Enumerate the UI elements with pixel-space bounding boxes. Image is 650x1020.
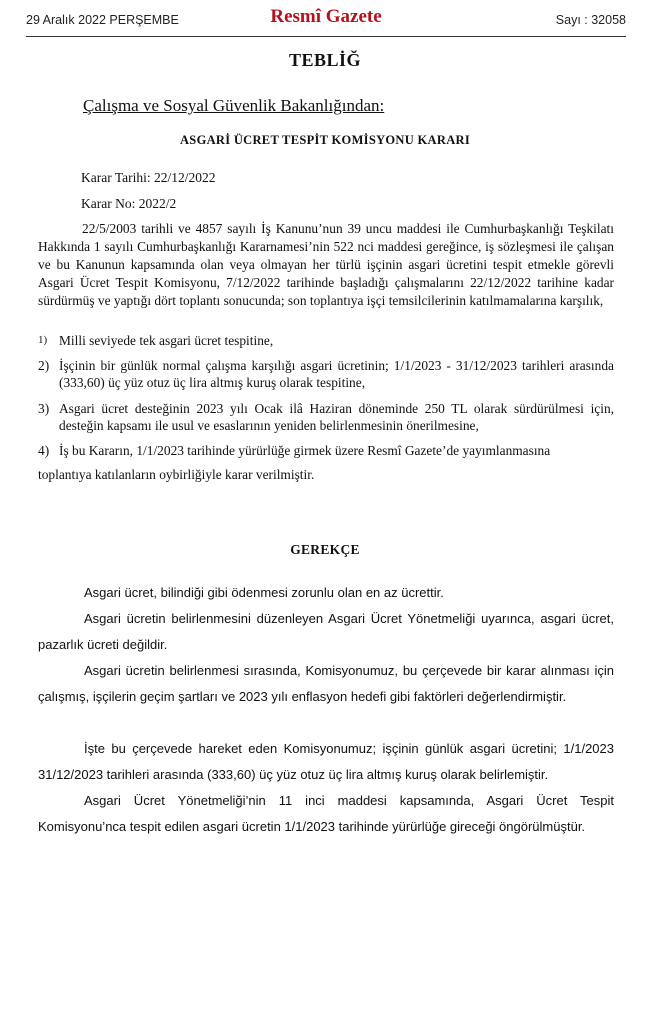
list-item-number: 2) [38, 358, 50, 373]
issue-number: Sayı : 32058 [555, 13, 626, 27]
gerekce-paragraph: Asgari ücretin belirlenmesini düzenleyen Asgari Ücret Yönetmeliği uyarınca, asgari ücret, pazarlık ücreti değildir. [38, 611, 614, 652]
ministry-heading: Çalışma ve Sosyal Güvenlik Bakanlığından: [83, 96, 385, 115]
document-type-title: TEBLİĞ [288, 50, 362, 70]
list-item-number: 4) [38, 443, 50, 458]
list-item [38, 332, 614, 349]
list-item-text: İş bu Kararın, 1/1/2023 tarihinde yürürlüğe girmek üzere Resmî Gazete’de yayımlanmasına [59, 443, 551, 458]
gerekce-paragraph: Asgari ücretin belirlenmesi sırasında, Komisyonumuz, bu çerçevede bir karar alınması için çalışmış, işçilerin geçim şartları ve 2023 yılı enflasyon hedefi gibi faktörleri değerlendirmiştir. [38, 663, 614, 704]
list-item-text: İşçinin bir günlük normal çalışma karşılığı asgari ücretinin; 1/1/2023 - 31/12/2023 tarihleri arasında (333,60) üç yüz otuz üç lira altmış kuruş olarak tespitine, [59, 358, 614, 390]
gerekce-paragraph: İşte bu çerçevede hareket eden Komisyonumuz; işçinin günlük asgari ücretini; 1/1/2023 31/12/2023 tarihleri arasında (333,60) üç yüz otuz üç lira altmış kuruş olarak belirlemiştir. [38, 741, 614, 782]
list-item-number: 1) [38, 334, 48, 346]
decision-date: Karar Tarihi: 22/12/2022 [81, 170, 216, 185]
masthead: Resmî Gazete [270, 6, 382, 27]
list-item [38, 442, 614, 459]
gerekce-paragraph: Asgari ücret, bilindiği gibi ödenmesi zorunlu olan en az ücrettir. [84, 585, 444, 600]
gerekce-paragraph: Asgari Ücret Yönetmeliği’nin 11 inci maddesi kapsamında, Asgari Ücret Tespit Komisyonu’nca tespit edilen asgari ücretin 1/1/2023 tarihinde yürürlüğe gireceği öngörülmüştür. [38, 793, 614, 834]
list-item-text: Milli seviyede tek asgari ücret tespitine, [59, 333, 274, 348]
list-item [38, 400, 614, 434]
list-item-number: 3) [38, 401, 50, 416]
page-header [26, 6, 626, 37]
list-item [38, 357, 614, 391]
decision-number: Karar No: 2022/2 [81, 196, 177, 211]
intro-paragraph: 22/5/2003 tarihli ve 4857 sayılı İş Kanunu’nun 39 uncu maddesi ile Cumhurbaşkanlığı Teşkilatı Hakkında 1 sayılı Cumhurbaşkanlığı Kararnamesi’nin 522 nci maddesi gereğince, iş sözleşmesi ile çalışan ve bu Kanunun kapsamında olan veya olmayan her türlü işçinin asgari ücretini tespit etmekle görevli Asgari Ücret Tespit Komisyonu, 7/12/2022 tarihinde başladığı çalışmalarını 22/12/2022 tarihine kadar sürdürmüş ve yaptığı dört toplantı sonucunda; son toplantıya işçi temsilcilerinin katılmamalarına karşılık, [38, 221, 614, 308]
header-date: 29 Aralık 2022 PERŞEMBE [26, 13, 179, 27]
list-item-text: Asgari ücret desteğinin 2023 yılı Ocak ilâ Haziran döneminde 250 TL olarak sürdürülmesi için, desteğin kapsamı ile usul ve esaslarının yeniden belirlenmesinin önerilmesine, [59, 401, 614, 433]
gerekce-title: GEREKÇE [290, 542, 360, 557]
decision-title: ASGARİ ÜCRET TESPİT KOMİSYONU KARARI [179, 133, 471, 147]
closing-line: toplantıya katılanların oybirliğiyle karar verilmiştir. [38, 467, 315, 482]
